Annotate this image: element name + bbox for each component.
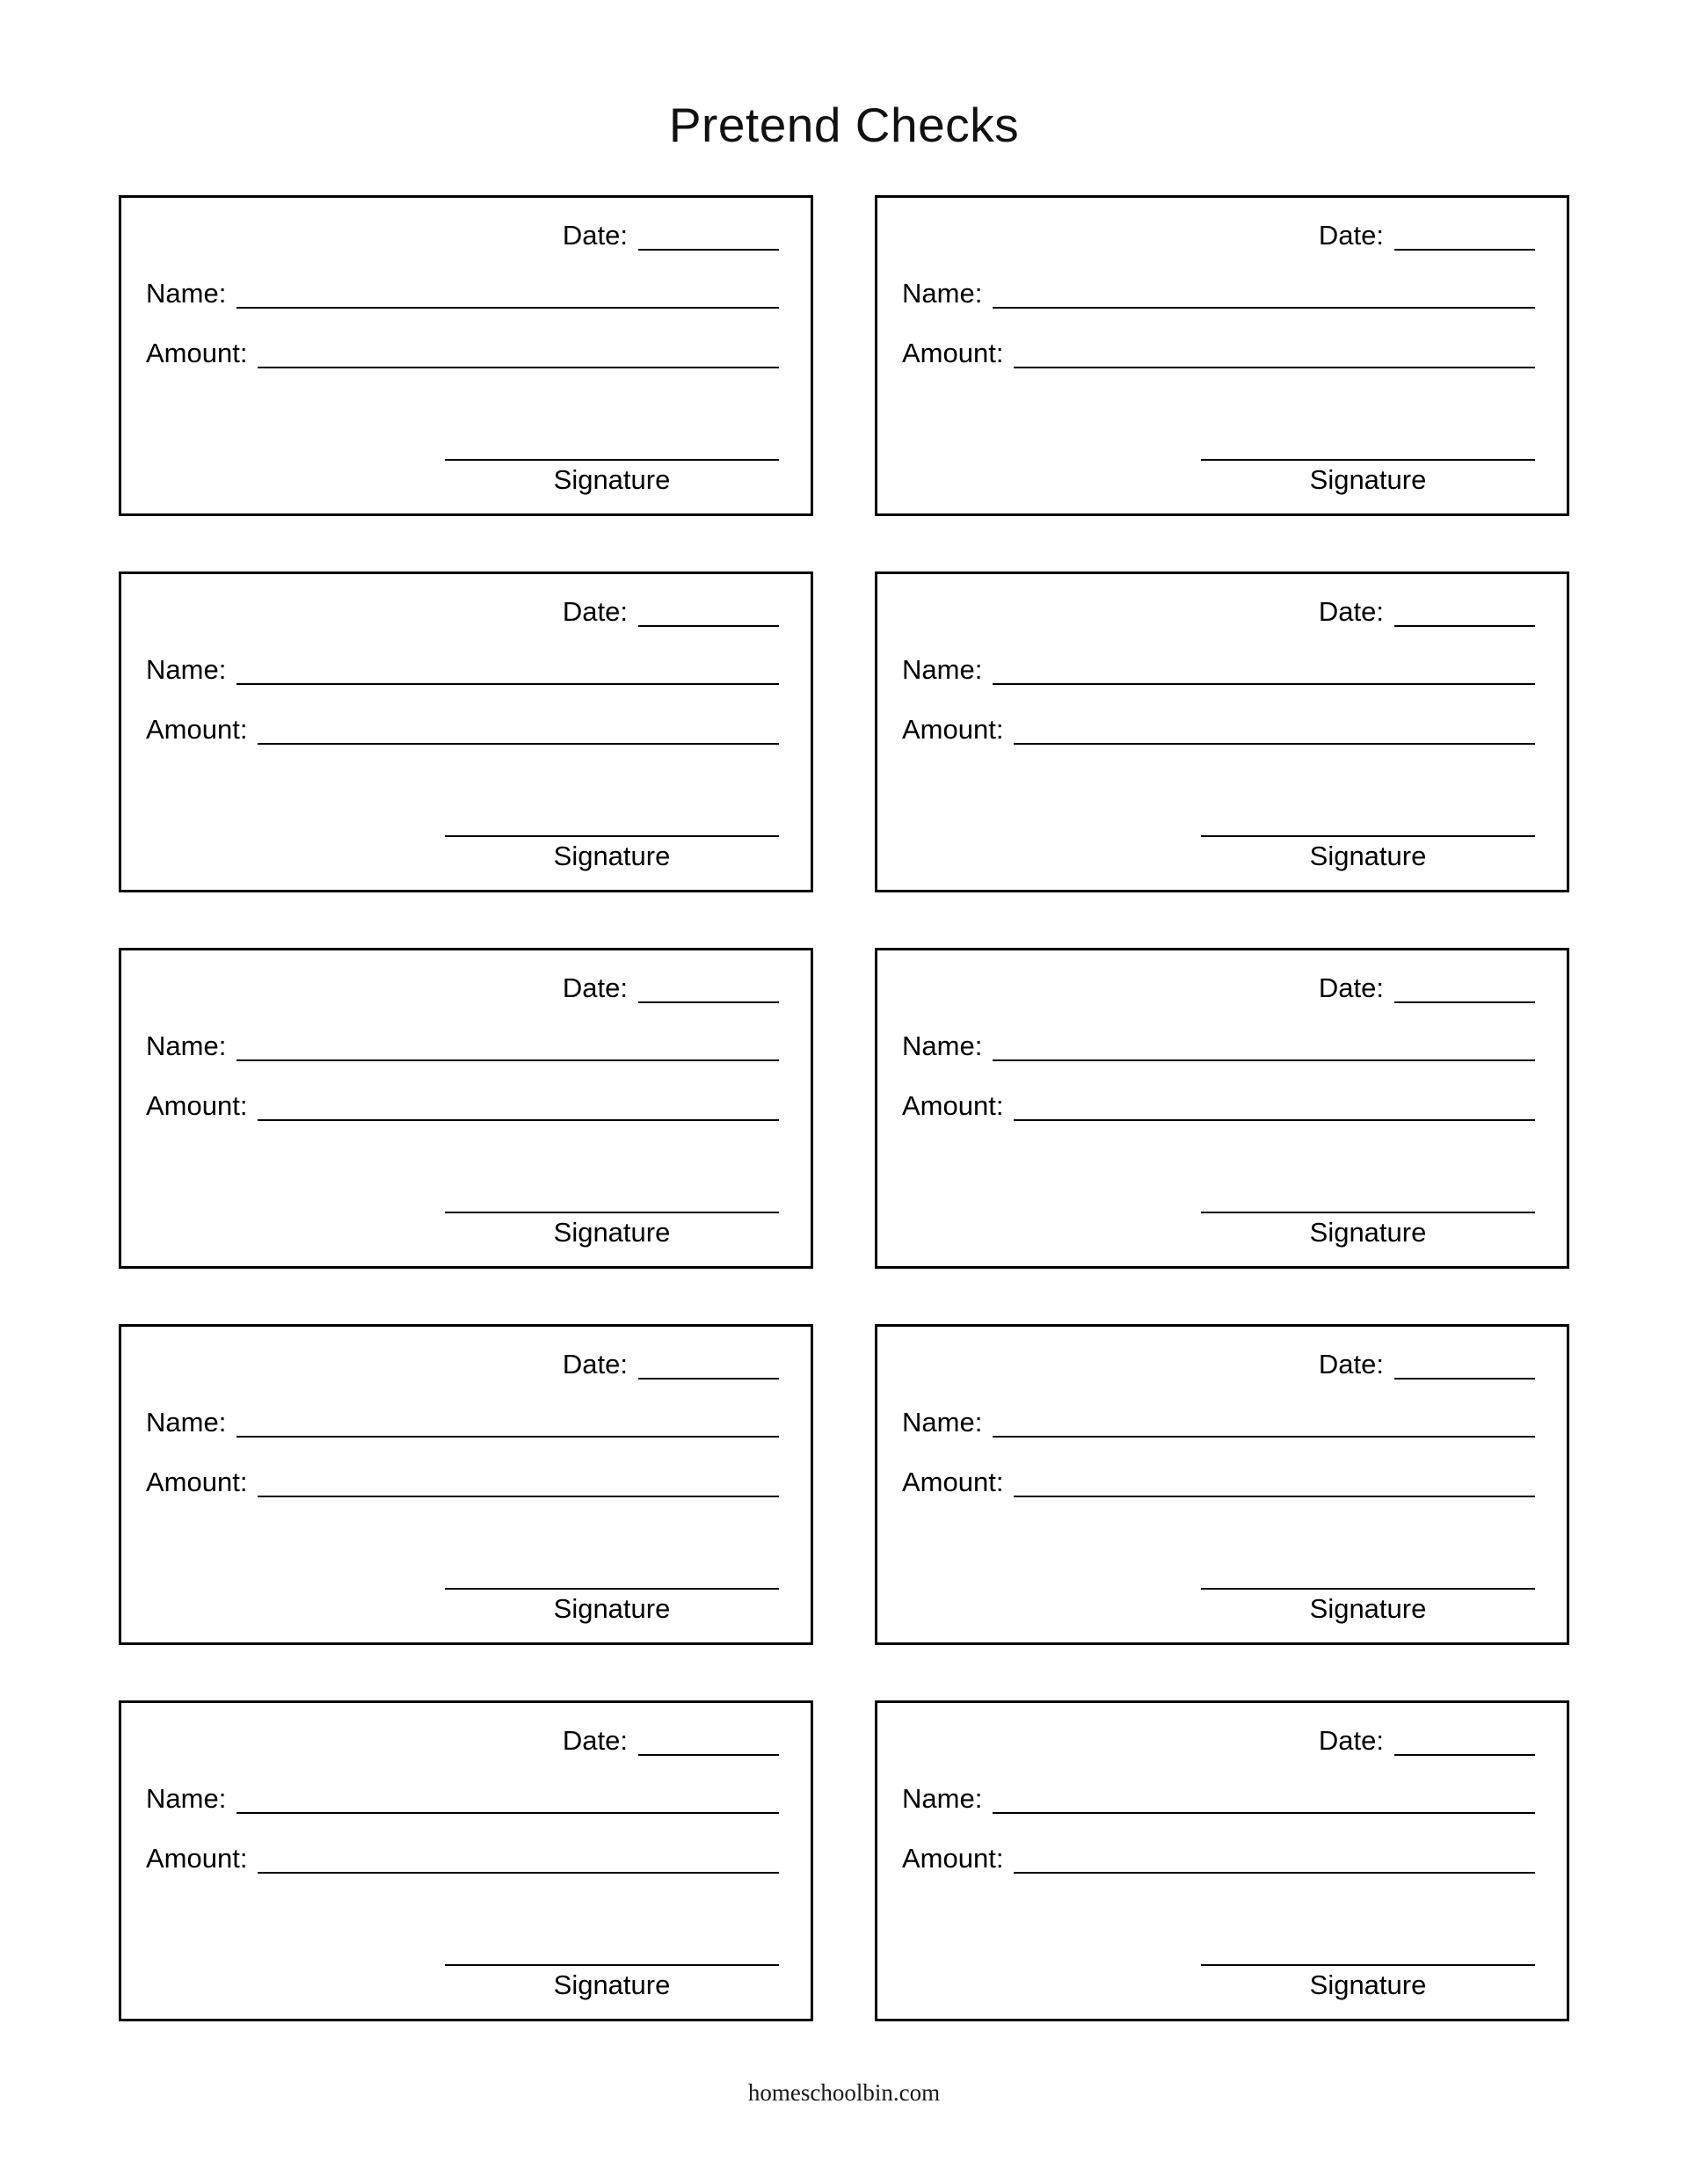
amount-field-row — [146, 1844, 779, 1874]
name-label: Name: — [146, 1407, 227, 1438]
amount-input-line[interactable] — [1014, 344, 1535, 368]
signature-field — [1201, 1567, 1535, 1627]
name-input-line[interactable] — [236, 1037, 779, 1061]
signature-label: Signature — [1309, 841, 1427, 871]
name-label: Name: — [146, 1030, 227, 1061]
name-input-line[interactable] — [993, 1789, 1535, 1814]
name-field-row — [146, 1784, 779, 1814]
name-label: Name: — [146, 654, 227, 685]
signature-input-line[interactable] — [445, 814, 779, 837]
date-field-row — [563, 973, 779, 1003]
check-card — [119, 571, 813, 892]
name-field-row — [902, 1784, 1535, 1814]
amount-field-row — [902, 715, 1535, 745]
signature-field — [1201, 438, 1535, 498]
name-label: Name: — [902, 654, 983, 685]
signature-input-line[interactable] — [1201, 1943, 1535, 1966]
checks-grid — [119, 195, 1569, 2021]
date-input-line[interactable] — [1394, 226, 1535, 251]
name-input-line[interactable] — [236, 1413, 779, 1438]
date-input-line[interactable] — [638, 1731, 779, 1756]
signature-field — [445, 1567, 779, 1627]
amount-field-row — [902, 1467, 1535, 1497]
name-field-row — [902, 1408, 1535, 1438]
name-input-line[interactable] — [236, 284, 779, 309]
date-label: Date: — [562, 972, 628, 1003]
date-input-line[interactable] — [638, 602, 779, 627]
check-card — [119, 195, 813, 516]
check-card — [119, 1700, 813, 2021]
signature-input-line[interactable] — [1201, 1567, 1535, 1590]
amount-label: Amount: — [902, 714, 1004, 745]
check-card — [875, 1700, 1569, 2021]
amount-input-line[interactable] — [1014, 1849, 1535, 1874]
name-input-line[interactable] — [993, 1413, 1535, 1438]
name-field-row — [146, 279, 779, 309]
check-card — [119, 948, 813, 1269]
date-input-line[interactable] — [638, 1355, 779, 1380]
date-field-row — [563, 1726, 779, 1756]
amount-label: Amount: — [902, 338, 1004, 368]
amount-input-line[interactable] — [1014, 1096, 1535, 1121]
name-label: Name: — [146, 278, 227, 309]
date-field-row — [1319, 1726, 1535, 1756]
signature-input-line[interactable] — [445, 1567, 779, 1590]
footer-attribution: homeschoolbin.com — [747, 2079, 941, 2106]
date-label: Date: — [1318, 972, 1384, 1003]
signature-input-line[interactable] — [1201, 1190, 1535, 1213]
check-card — [875, 195, 1569, 516]
amount-field-row — [146, 715, 779, 745]
signature-label: Signature — [1309, 1217, 1427, 1248]
name-input-line[interactable] — [993, 284, 1535, 309]
name-input-line[interactable] — [993, 660, 1535, 685]
signature-label: Signature — [1309, 464, 1427, 495]
page-title: Pretend Checks — [668, 98, 1020, 152]
signature-label: Signature — [553, 1969, 671, 2000]
name-input-line[interactable] — [236, 1789, 779, 1814]
signature-field — [445, 1943, 779, 2003]
name-field-row — [902, 279, 1535, 309]
signature-label: Signature — [553, 841, 671, 871]
signature-field — [1201, 1943, 1535, 2003]
signature-input-line[interactable] — [445, 1943, 779, 1966]
name-label: Name: — [146, 1783, 227, 1814]
signature-label: Signature — [553, 464, 671, 495]
name-field-row — [146, 655, 779, 685]
name-field-row — [146, 1031, 779, 1061]
amount-input-line[interactable] — [258, 1849, 779, 1874]
signature-field — [1201, 1190, 1535, 1250]
signature-field — [445, 438, 779, 498]
amount-label: Amount: — [146, 1467, 248, 1497]
date-input-line[interactable] — [1394, 1731, 1535, 1756]
signature-field — [445, 814, 779, 874]
date-input-line[interactable] — [638, 226, 779, 251]
date-input-line[interactable] — [1394, 602, 1535, 627]
amount-label: Amount: — [146, 1843, 248, 1874]
name-input-line[interactable] — [993, 1037, 1535, 1061]
signature-label: Signature — [1309, 1593, 1427, 1624]
date-label: Date: — [1318, 1349, 1384, 1380]
amount-label: Amount: — [146, 714, 248, 745]
check-card — [119, 1324, 813, 1645]
date-input-line[interactable] — [1394, 979, 1535, 1003]
date-field-row — [1319, 597, 1535, 627]
amount-input-line[interactable] — [1014, 720, 1535, 745]
date-label: Date: — [562, 1349, 628, 1380]
name-field-row — [146, 1408, 779, 1438]
signature-label: Signature — [1309, 1969, 1427, 2000]
amount-field-row — [146, 1467, 779, 1497]
amount-field-row — [902, 1091, 1535, 1121]
date-label: Date: — [562, 596, 628, 627]
name-label: Name: — [902, 1783, 983, 1814]
date-label: Date: — [1318, 596, 1384, 627]
signature-field — [445, 1190, 779, 1250]
amount-label: Amount: — [146, 1090, 248, 1121]
amount-label: Amount: — [146, 338, 248, 368]
date-label: Date: — [1318, 1725, 1384, 1756]
signature-input-line[interactable] — [1201, 438, 1535, 461]
date-field-row — [1319, 1350, 1535, 1380]
signature-field — [1201, 814, 1535, 874]
check-card — [875, 571, 1569, 892]
date-input-line[interactable] — [1394, 1355, 1535, 1380]
signature-label: Signature — [553, 1217, 671, 1248]
name-label: Name: — [902, 1407, 983, 1438]
date-label: Date: — [562, 1725, 628, 1756]
date-field-row — [1319, 973, 1535, 1003]
date-field-row — [563, 1350, 779, 1380]
date-field-row — [563, 221, 779, 251]
name-field-row — [902, 1031, 1535, 1061]
amount-label: Amount: — [902, 1090, 1004, 1121]
check-card — [875, 1324, 1569, 1645]
amount-input-line[interactable] — [258, 1096, 779, 1121]
name-label: Name: — [902, 1030, 983, 1061]
name-label: Name: — [902, 278, 983, 309]
date-field-row — [1319, 221, 1535, 251]
date-input-line[interactable] — [638, 979, 779, 1003]
amount-field-row — [902, 1844, 1535, 1874]
amount-input-line[interactable] — [258, 344, 779, 368]
check-card — [875, 948, 1569, 1269]
amount-label: Amount: — [902, 1843, 1004, 1874]
amount-input-line[interactable] — [258, 1473, 779, 1497]
amount-field-row — [902, 339, 1535, 368]
amount-input-line[interactable] — [258, 720, 779, 745]
amount-input-line[interactable] — [1014, 1473, 1535, 1497]
date-label: Date: — [1318, 220, 1384, 251]
date-field-row — [563, 597, 779, 627]
name-input-line[interactable] — [236, 660, 779, 685]
amount-field-row — [146, 339, 779, 368]
signature-input-line[interactable] — [445, 438, 779, 461]
name-field-row — [902, 655, 1535, 685]
signature-label: Signature — [553, 1593, 671, 1624]
date-label: Date: — [562, 220, 628, 251]
amount-label: Amount: — [902, 1467, 1004, 1497]
amount-field-row — [146, 1091, 779, 1121]
signature-input-line[interactable] — [445, 1190, 779, 1213]
signature-input-line[interactable] — [1201, 814, 1535, 837]
